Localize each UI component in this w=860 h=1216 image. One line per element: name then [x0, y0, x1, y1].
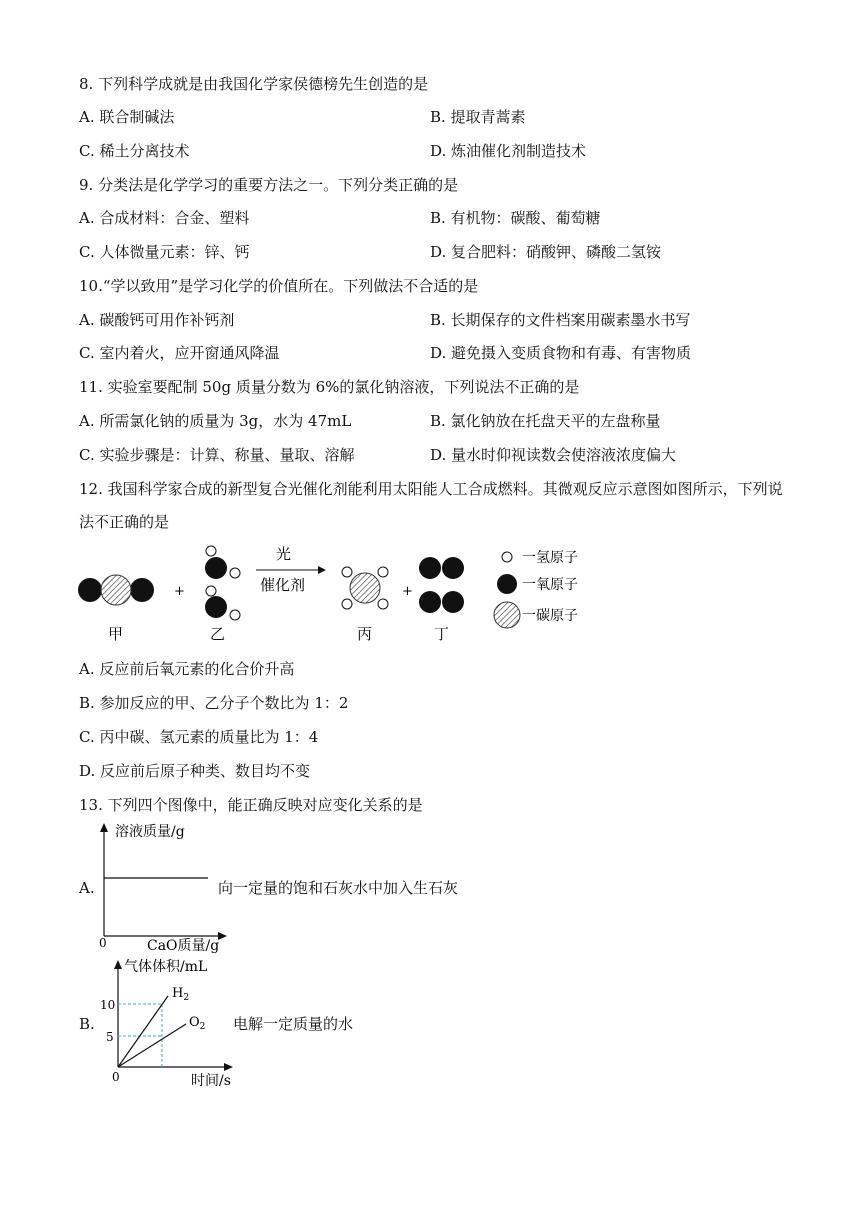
graph-b: [96, 955, 246, 1090]
q8-option-b: B. 提取青蒿素: [430, 108, 526, 126]
molecule-yi: [205, 546, 240, 620]
q11-option-d: D. 量水时仰视读数会使溶液浓度偏大: [430, 446, 677, 464]
q12-option-a: A. 反应前后氧元素的化合价升高: [79, 660, 295, 678]
label-ding: 丁: [434, 625, 450, 643]
graph-a-ylabel: 溶液质量/g: [115, 824, 185, 840]
graph-b-label-o2: $O_2$: [189, 1015, 206, 1032]
legend-carbon: 一碳原子: [522, 608, 578, 624]
graph-a-x-arrow: [218, 932, 227, 940]
graph-b-xlabel: 时间/s: [191, 1073, 231, 1089]
q13-option-b-desc: 电解一定质量的水: [233, 1015, 354, 1033]
q13-option-a-letter: A.: [79, 879, 95, 897]
graph-b-x-arrow: [224, 1063, 233, 1071]
graph-b-series-o2: [118, 1024, 186, 1067]
q11-option-a: A. 所需氯化钠的质量为 3g，水为 47mL: [79, 412, 352, 430]
q13-stem: 13. 下列四个图像中，能正确反映对应变化关系的是: [79, 796, 423, 814]
legend: [494, 550, 578, 628]
graph-b-series-h2: [118, 996, 168, 1067]
graph-b-origin: 0: [112, 1070, 120, 1084]
graph-a-xlabel: CaO质量/g: [147, 938, 220, 954]
q8-option-d: D. 炼油催化剂制造技术: [430, 142, 587, 160]
label-yi: 乙: [210, 625, 226, 643]
q10-option-a: A. 碳酸钙可用作补钙剂: [79, 311, 235, 329]
arrow-condition-catalyst: 催化剂: [260, 576, 306, 594]
graph-a-y-arrow: [100, 823, 108, 832]
graph-b-tick-5: 5: [106, 1030, 114, 1044]
molecule-jia: [78, 575, 154, 605]
q9-option-c: C. 人体微量元素：锌、钙: [79, 243, 250, 261]
legend-oxygen: 一氧原子: [522, 577, 578, 593]
label-bing: 丙: [357, 625, 373, 643]
reaction-diagram: [70, 542, 610, 652]
arrow-condition-light: 光: [276, 545, 292, 563]
q8-option-c: C. 稀土分离技术: [79, 142, 190, 160]
q11-option-b: B. 氯化钠放在托盘天平的左盘称量: [430, 412, 661, 430]
q8-option-a: A. 联合制碱法: [79, 108, 175, 126]
plus-sign-2: +: [402, 584, 413, 599]
graph-b-y-arrow: [114, 960, 122, 969]
graph-a-origin: 0: [99, 936, 107, 950]
q12-option-c: C. 丙中碳、氢元素的质量比为 1：4: [79, 728, 319, 746]
q12-stem-line2: 法不正确的是: [79, 513, 170, 531]
q13-option-a-desc: 向一定量的饱和石灰水中加入生石灰: [218, 879, 459, 897]
plus-sign-1: +: [174, 584, 185, 599]
q9-option-b: B. 有机物：碳酸、葡萄糖: [430, 209, 601, 227]
graph-b-ylabel: 气体体积/mL: [124, 959, 208, 975]
label-jia: 甲: [108, 625, 124, 643]
q12-option-d: D. 反应前后原子种类、数目均不变: [79, 762, 311, 780]
q10-option-d: D. 避免摄入变质食物和有毒、有害物质: [430, 344, 692, 362]
q10-stem: 10.“学以致用”是学习化学的价值所在。下列做法不合适的是: [79, 277, 479, 295]
legend-hydrogen: 一氢原子: [522, 550, 578, 566]
q8-stem: 8. 下列科学成就是由我国化学家侯德榜先生创造的是: [79, 75, 429, 93]
q9-option-d: D. 复合肥料：硝酸钾、磷酸二氢铵: [430, 243, 662, 261]
q11-stem: 11. 实验室要配制 50g 质量分数为 6%的氯化钠溶液，下列说法不正确的是: [79, 378, 580, 396]
legend-oxygen-symbol: [497, 574, 517, 594]
legend-hydrogen-symbol: [502, 552, 512, 562]
q11-option-c: C. 实验步骤是：计算、称量、量取、溶解: [79, 446, 355, 464]
legend-carbon-symbol: [494, 602, 520, 628]
arrow-head: [318, 566, 326, 574]
q10-option-c: C. 室内着火，应开窗通风降温: [79, 344, 280, 362]
q13-option-b-letter: B.: [79, 1015, 95, 1033]
molecule-ding: [419, 557, 464, 613]
q9-option-a: A. 合成材料：合金、塑料: [79, 209, 250, 227]
graph-b-tick-10: 10: [100, 998, 116, 1012]
graph-b-label-h2: $H_2$: [172, 986, 190, 1003]
molecule-bing: [342, 567, 388, 609]
q10-option-b: B. 长期保存的文件档案用碳素墨水书写: [430, 311, 691, 329]
q12-stem-line1: 12. 我国科学家合成的新型复合光催化剂能利用太阳能人工合成燃料。其微观反应示意图如图所示，下列说: [79, 480, 783, 498]
q9-stem: 9. 分类法是化学学习的重要方法之一。下列分类正确的是: [79, 176, 459, 194]
graph-a: [92, 820, 232, 955]
q12-option-b: B. 参加反应的甲、乙分子个数比为 1：2: [79, 694, 349, 712]
